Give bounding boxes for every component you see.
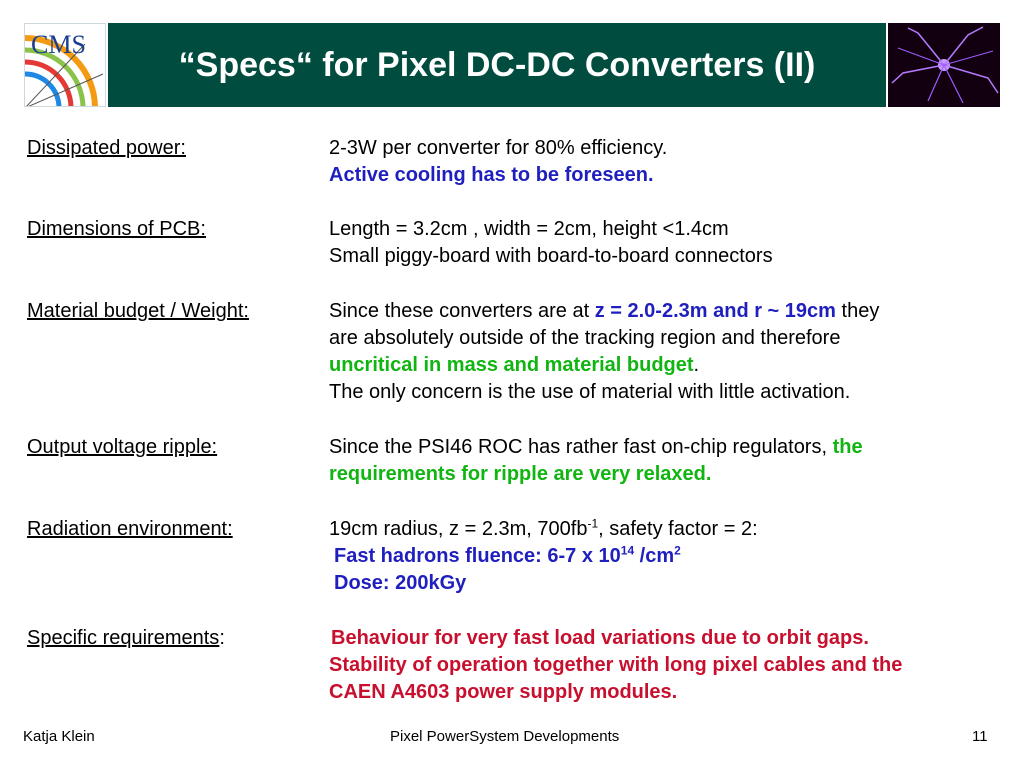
ripple-line1 (329, 434, 1009, 461)
content-dimensions (329, 216, 1009, 270)
material-line1c: they (835, 300, 880, 322)
material-line1 (329, 298, 1009, 325)
content-specific-requirements (329, 625, 1009, 706)
radiation-line2b: /cm (634, 545, 675, 567)
specific-line1: Behaviour for very fast load variations due to orbit gaps. (331, 627, 869, 649)
dimensions-line1: Length = 3.2cm , width = 2cm, height <1.4cm (329, 218, 729, 240)
material-line2: are absolutely outside of the tracking region and therefore (329, 327, 841, 349)
label-radiation: Radiation environment: (27, 518, 233, 540)
radiation-line2-sup1: 14 (620, 543, 635, 558)
radiation-line1a: 19cm radius, z = 2.3m, 700fb (329, 518, 588, 540)
material-line3b: . (693, 354, 700, 376)
dimensions-line2: Small piggy-board with board-to-board connectors (329, 245, 773, 267)
label-voltage-ripple: Output voltage ripple: (27, 436, 218, 458)
radiation-line2 (329, 543, 1009, 570)
content-radiation (329, 516, 1009, 597)
cms-logo (24, 23, 106, 107)
material-line1a: Since these converters are at (329, 300, 595, 322)
material-line1-highlight: z = 2.0-2.3m and r ~ 19cm (594, 300, 836, 322)
ripple-line1-highlight: the (832, 436, 863, 458)
content-material-budget (329, 298, 1009, 406)
specific-line2: Stability of operation together with long pixel cables and the (329, 654, 903, 676)
label-specific-suffix: : (219, 627, 225, 649)
label-dimensions: Dimensions of PCB: (27, 218, 206, 240)
material-line3 (329, 352, 1009, 379)
label-specific-text: Specific requirements (27, 627, 220, 649)
footer-title: Pixel PowerSystem Developments (390, 728, 620, 745)
radiation-line1b: , safety factor = 2: (598, 518, 758, 540)
label-material-budget: Material budget / Weight: (27, 300, 249, 322)
cms-logo-text: CMS (31, 30, 86, 59)
specific-line3: CAEN A4603 power supply modules. (329, 681, 678, 703)
radiation-line3: Dose: 200kGy (334, 572, 467, 594)
footer-page-number: 11 (972, 728, 988, 745)
page-title: “Specs“ for Pixel DC-DC Converters (II) (178, 45, 816, 84)
footer-author: Katja Klein (23, 728, 95, 745)
content-dissipated-power (329, 135, 1009, 189)
ripple-line2: requirements for ripple are very relaxed. (329, 463, 712, 485)
label-specific-requirements (27, 625, 225, 651)
ripple-line1a: Since the PSI46 ROC has rather fast on-chip regulators, (329, 436, 833, 458)
material-line4: The only concern is the use of material with little activation. (329, 381, 851, 403)
label-dissipated-power: Dissipated power: (27, 137, 186, 159)
content-voltage-ripple (329, 434, 1009, 488)
dissipated-line2: Active cooling has to be foreseen. (329, 164, 654, 186)
plasma-graphic (888, 23, 1000, 107)
radiation-line2-sup2: 2 (674, 543, 681, 558)
radiation-line2a: Fast hadrons fluence: 6-7 x 10 (334, 545, 621, 567)
material-line3-highlight: uncritical in mass and material budget (329, 354, 694, 376)
radiation-line1-sup: -1 (587, 516, 599, 531)
radiation-line1 (329, 516, 1009, 543)
dissipated-line1: 2-3W per converter for 80% efficiency. (329, 137, 668, 159)
plasma-ball-image (888, 23, 1000, 107)
